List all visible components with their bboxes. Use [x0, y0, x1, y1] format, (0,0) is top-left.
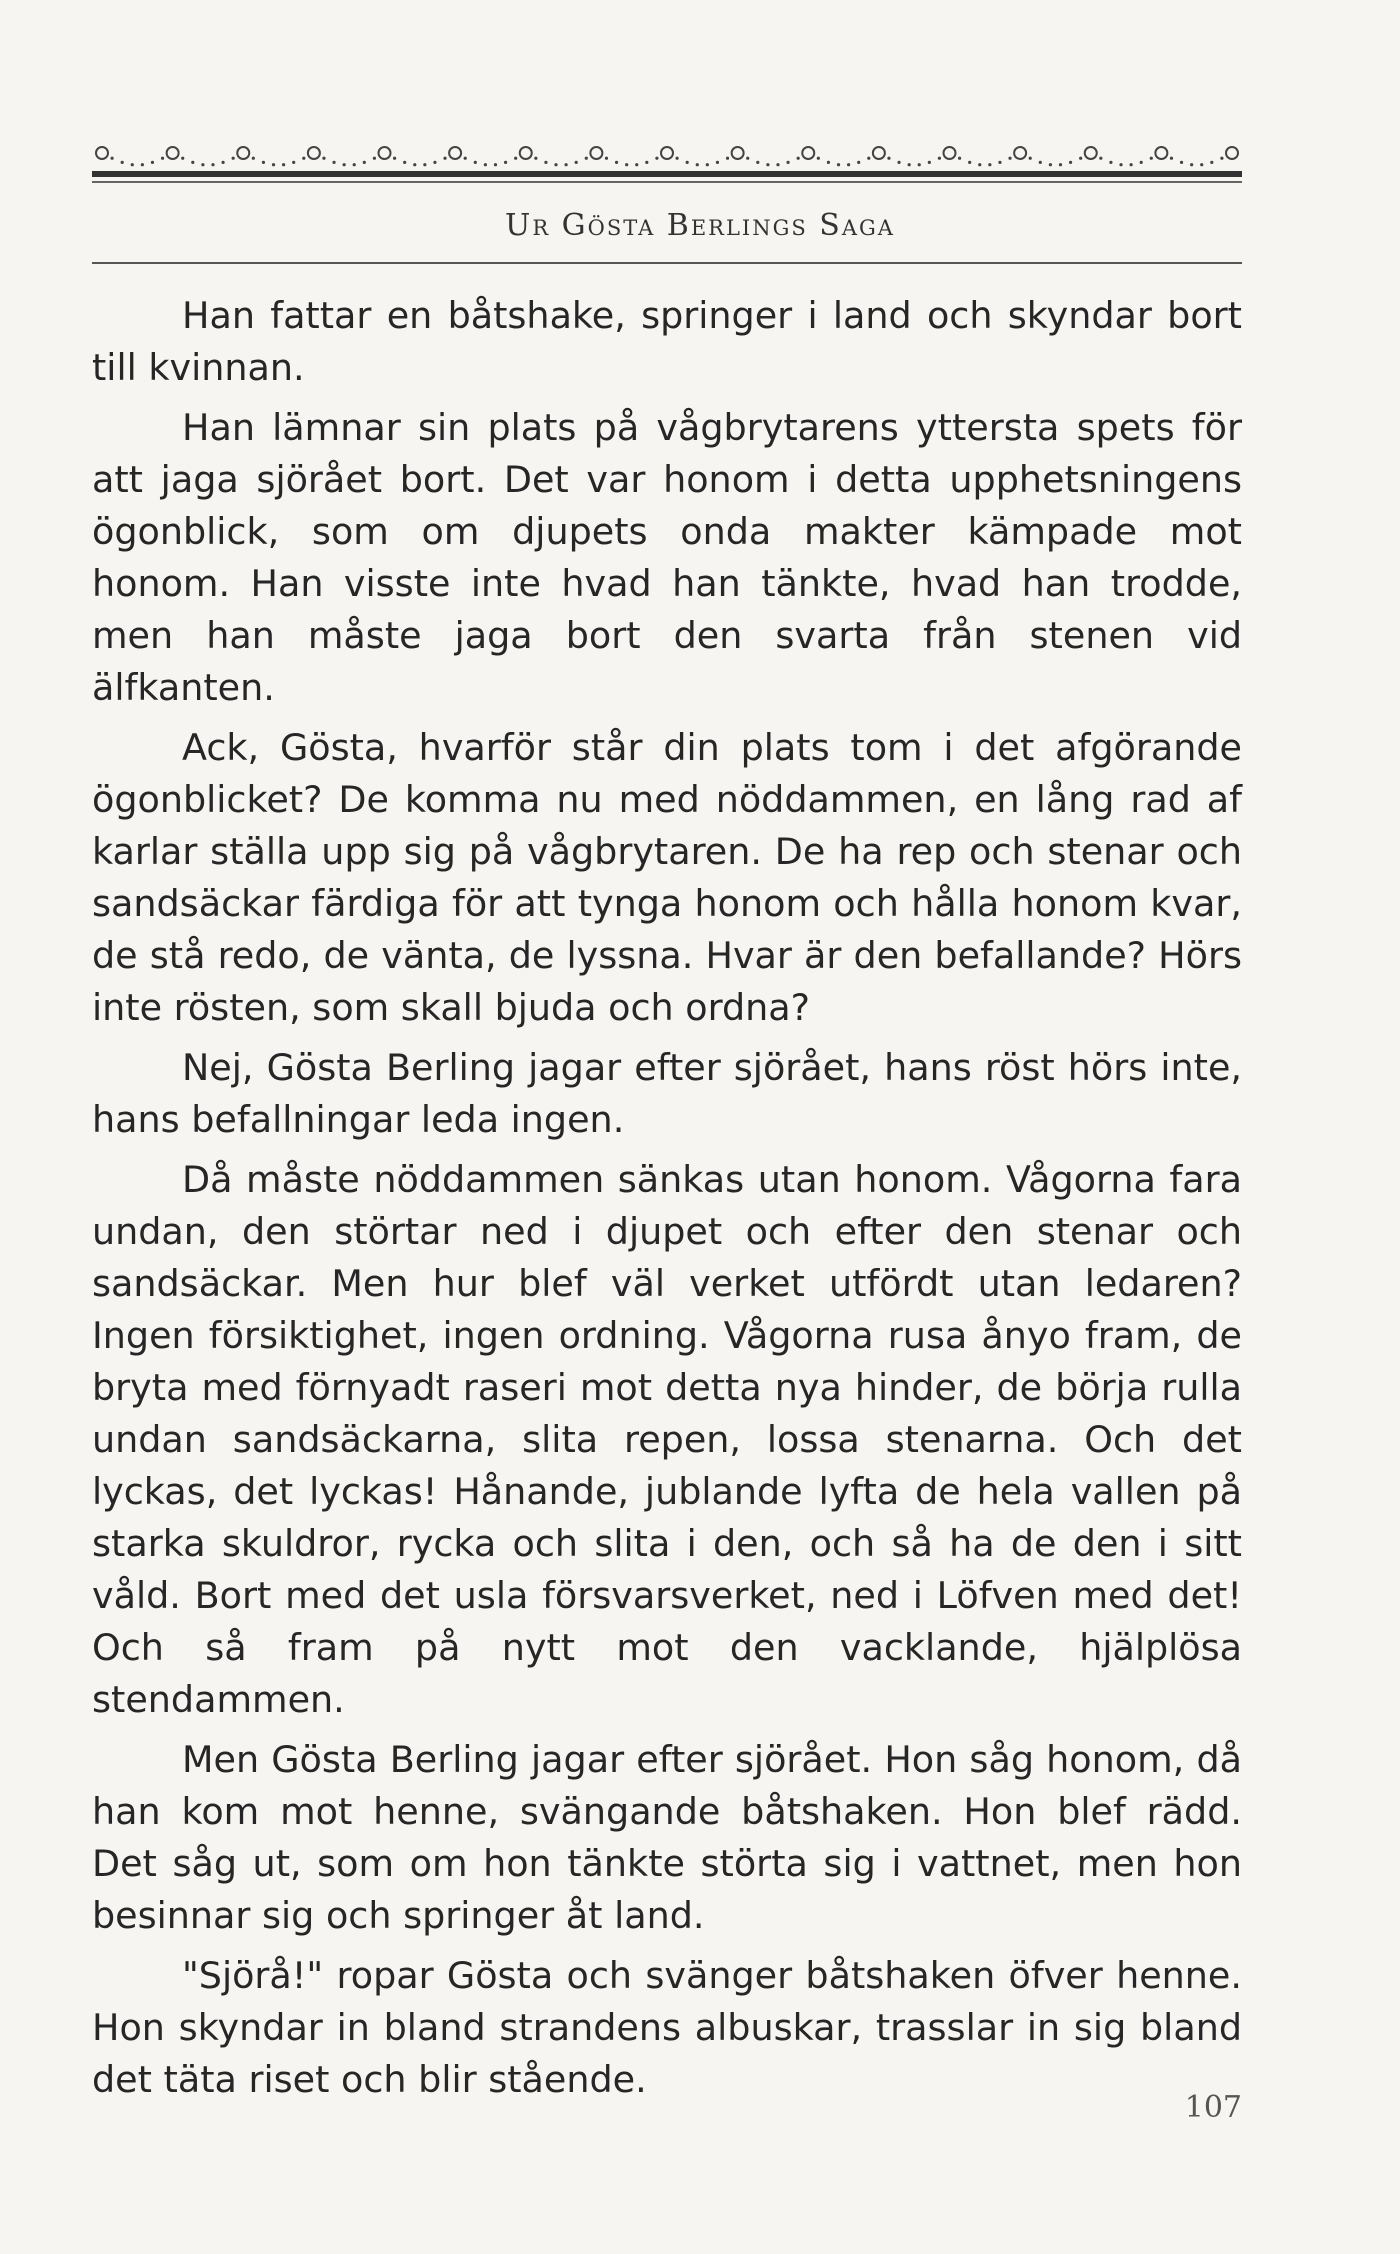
ornament-dot	[706, 163, 709, 166]
ornament-ring	[1155, 147, 1167, 159]
ornament-dot	[686, 161, 689, 164]
ornament-dot	[413, 163, 416, 166]
ornament-dot	[1190, 163, 1193, 166]
ornament-dot	[343, 163, 346, 166]
ornament-dot	[1008, 157, 1011, 160]
paragraph: Nej, Gösta Berling jagar efter sjörået, hans röst hörs inte, hans befallningar leda ingen.	[92, 1046, 1242, 1141]
running-header-title: Ur Gösta Berlings Saga	[505, 208, 895, 243]
ornament-dot	[1049, 163, 1052, 166]
paragraph: Han lämnar sin plats på vågbrytarens yttersta spets för att jaga sjörået bort. Det var honom i detta upphetsningens ögonblick, som om djupets onda makter kämpade mot honom. Han visste inte hvad han tänkte, hvad han trodde, men han måste jaga bort den svarta från stenen vid älfkanten.	[92, 406, 1242, 709]
ornament-dot	[1079, 157, 1082, 160]
body-text	[92, 290, 1242, 2114]
ornament-ring	[237, 147, 249, 159]
ornament-dot	[433, 161, 436, 164]
ornament-dot	[534, 157, 537, 160]
paragraph: "Sjörå!" ropar Gösta och svänger båtshaken öfver henne. Hon skyndar in bland strandens albuskar, trasslar in sig bland det täta riset och blir stående.	[92, 1954, 1242, 2101]
ornament-dot	[1099, 157, 1102, 160]
ornament-dot	[897, 161, 900, 164]
ornament-ring	[590, 147, 602, 159]
ornament-dot	[1140, 161, 1143, 164]
ornament-dot	[191, 161, 194, 164]
ornament-dot	[1029, 157, 1032, 160]
ornament-dot	[373, 157, 376, 160]
ornament-dot	[252, 157, 255, 160]
ornament-dot	[776, 163, 779, 166]
ornament-dot	[1220, 157, 1223, 160]
ornament-dot	[201, 163, 204, 166]
ornament-ring	[873, 147, 885, 159]
ornament-dot	[1200, 163, 1203, 166]
ornament-ring	[379, 147, 391, 159]
ornament-ring	[520, 147, 532, 159]
ornament-dot	[786, 161, 789, 164]
ornament-dot	[1170, 157, 1173, 160]
ornament-dot	[221, 161, 224, 164]
ornament-dot	[1210, 161, 1213, 164]
ornament-dot	[867, 157, 870, 160]
page-number: 107	[1184, 2090, 1242, 2125]
ornament-dot	[282, 163, 285, 166]
ornament-dot	[675, 157, 678, 160]
ornament-dot	[968, 161, 971, 164]
ornament-dot	[726, 157, 729, 160]
ornament-ring	[732, 147, 744, 159]
ornament-dot	[151, 161, 154, 164]
ornament-dot	[494, 163, 497, 166]
ornament-dot	[302, 157, 305, 160]
ornament-dot	[363, 161, 366, 164]
ornament-dot	[131, 163, 134, 166]
ornament-dot	[696, 163, 699, 166]
ornament-ring	[96, 147, 108, 159]
ornament-dot	[938, 157, 941, 160]
ornament-ring	[167, 147, 179, 159]
ornament-ring	[802, 147, 814, 159]
ornament-dot	[1150, 157, 1153, 160]
ornament-dot	[292, 161, 295, 164]
ornament-dot	[161, 157, 164, 160]
ornament-dot	[1059, 163, 1062, 166]
ornament-dot	[1130, 163, 1133, 166]
ornament-dot	[322, 157, 325, 160]
ornament-dot	[272, 163, 275, 166]
ornament-dot	[141, 163, 144, 166]
ornament-dot	[837, 163, 840, 166]
ornament-dot	[1069, 161, 1072, 164]
ornament-dot	[403, 161, 406, 164]
ornament-dot	[514, 157, 517, 160]
ornament-dot	[716, 161, 719, 164]
ornament-dot	[121, 161, 124, 164]
ornament-dot	[393, 157, 396, 160]
ornament-dot	[645, 161, 648, 164]
ornament-dot	[797, 157, 800, 160]
ornament-dot	[978, 163, 981, 166]
ornament-dot	[655, 157, 658, 160]
ornament-dot	[958, 157, 961, 160]
paragraph: Han fattar en båtshake, springer i land och skyndar bort till kvinnan.	[92, 294, 1242, 389]
ornament-dot	[918, 163, 921, 166]
ornament-ring	[449, 147, 461, 159]
ornament-dot	[605, 157, 608, 160]
ornament-dot	[1119, 163, 1122, 166]
ornament-dot	[554, 163, 557, 166]
ornament-ring	[1226, 147, 1238, 159]
ornament-dot	[575, 161, 578, 164]
ornament-dot	[484, 163, 487, 166]
ornament-dot	[110, 157, 113, 160]
ornament-dot	[635, 163, 638, 166]
ornament-dot	[817, 157, 820, 160]
paragraph: Ack, Gösta, hvarför står din plats tom i det afgörande ögonblicket? De komma nu med nöddammen, en lång rad af karlar ställa upp sig på vågbrytaren. De ha rep och stenar och sandsäckar färdiga för att tynga honom och hålla honom kvar, de stå redo, de vänta, de lyssna. Hvar är den befallande? Hörs inte rösten, som skall bjuda och ordna?	[92, 726, 1242, 1029]
ornament-dot	[353, 163, 356, 166]
ornament-dot	[857, 161, 860, 164]
paragraph: Då måste nöddammen sänkas utan honom. Vågorna fara undan, den störtar ned i djupet och efter den stenar och sandsäckar. Men hur blef väl verket utfördt utan ledaren? Ingen försiktighet, ingen ordning. Vågorna rusa ånyo fram, de bryta med förnyadt raseri mot detta nya hinder, de börja rulla undan sandsäckarna, slita repen, lossa stenarna. Och det lyckas, det lyckas! Hånande, jublande lyfta de hela vallen på starka skuldror, rycka och slita i den, och så ha de den i sitt våld. Bort med det usla försvarsverket, ned i Löfven med det! Och så fram på nytt mot den vacklande, hjälplösa stendammen.	[92, 1158, 1242, 1721]
ornament-dot	[988, 163, 991, 166]
ornament-dot	[474, 161, 477, 164]
ornament-dot	[928, 161, 931, 164]
ornament-dot	[211, 163, 214, 166]
ornament-dot	[756, 161, 759, 164]
ornament-dot	[423, 163, 426, 166]
ornament-dot	[908, 163, 911, 166]
ornament-ring	[1085, 147, 1097, 159]
ornament-dot	[615, 161, 618, 164]
ornament-dot	[887, 157, 890, 160]
ornament-dot	[827, 161, 830, 164]
ornament-ring	[944, 147, 956, 159]
ornament-dot	[262, 161, 265, 164]
ornament-dot	[504, 161, 507, 164]
ornament-dot	[1039, 161, 1042, 164]
ornament-ring	[1014, 147, 1026, 159]
ornament-dot	[232, 157, 235, 160]
ornament-dot	[464, 157, 467, 160]
ornament-dot	[746, 157, 749, 160]
ornament-ring	[308, 147, 320, 159]
ornament-dot	[585, 157, 588, 160]
ornament-dot	[847, 163, 850, 166]
ornament-dot	[443, 157, 446, 160]
ornament-dot	[544, 161, 547, 164]
ornament-dot	[1180, 161, 1183, 164]
ornament-dot	[565, 163, 568, 166]
ornament-ring	[661, 147, 673, 159]
ornament-dot	[332, 161, 335, 164]
ornament-dot	[181, 157, 184, 160]
ornament-dot	[625, 163, 628, 166]
ornament-dot	[998, 161, 1001, 164]
ornament-dot	[1109, 161, 1112, 164]
header-divider	[92, 262, 1242, 264]
paragraph: Men Gösta Berling jagar efter sjörået. Hon såg honom, då han kom mot henne, svängande båtshaken. Hon blef rädd. Det såg ut, som om hon tänkte störta sig i vattnet, men hon besinnar sig och springer åt land.	[92, 1738, 1242, 1937]
dotted-chain-ornament	[92, 135, 1242, 191]
ornament-dot	[766, 163, 769, 166]
